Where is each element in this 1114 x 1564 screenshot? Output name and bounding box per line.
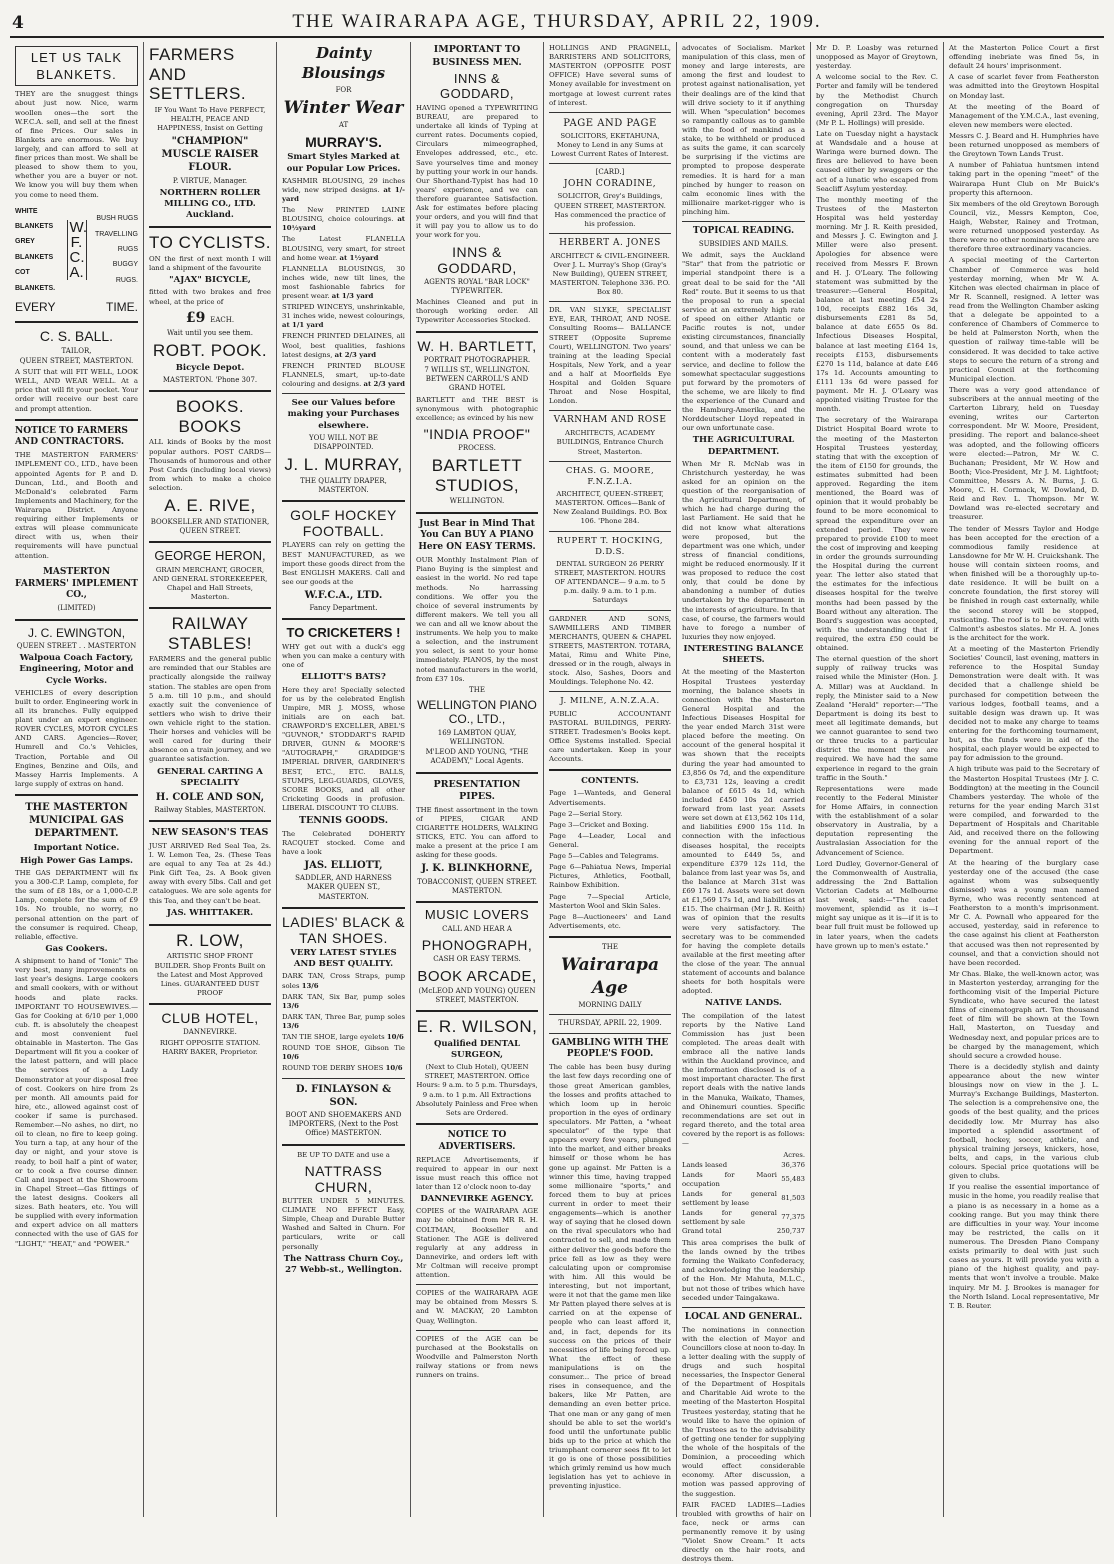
phonograph: PHONOGRAPH, <box>421 937 533 954</box>
blousing-item-text: The New PRINTED LAINE BLOUSING, choice colourings. <box>282 206 405 224</box>
native-heading: NATIVE LANDS. <box>705 998 782 1009</box>
native-body-2: This area comprises the bulk of the lands owned by the tribes forming the Waikato Confederacy, and acknowledging the leadership of the Hon. Mr Mahuta, M.L.C., but not those of tribes which have seceded under Taingakawa. <box>682 1238 805 1302</box>
column-7 <box>811 42 944 1517</box>
shoe-item-text: DARK TAN, Cross Straps, pump soles <box>282 972 405 990</box>
blousing-list <box>282 177 405 389</box>
col8-body-3: At the meeting of the Board of Management of the Y.M.C.A., last evening, eleven new members were elected. <box>949 102 1099 129</box>
every-text: EVERY <box>15 299 56 314</box>
hollings-ad: HOLLINGS AND PRAGNELL, BARRISTERS AND SOLICITORS, MASTERTON (OPPOSITE POST OFFICE) Have several sums of Money available for investment on mortgage at lowest current rates of interest. <box>549 44 671 107</box>
blousing-item-price: at 2/3 yard <box>334 350 377 359</box>
wpc-the: THE <box>469 685 485 694</box>
gas-lamps: High Power Gas Lamps. <box>19 855 133 866</box>
ball-sub: TAILOR, <box>61 346 92 355</box>
rive-heading: A. E. RIVE, <box>164 496 256 516</box>
contents-item: Page 8—Auctioneers' and Land Advertisements, etc. <box>549 912 671 930</box>
balance-body: At the meeting of the Masterton Hospital Trustees yesterday morning, the balance sheets in connection with the Masterton General Hospital and the Infectious Diseases Hospital for the year ended March 31st were placed before the meeting. On account of the general hospital it was shown that the receipts during the year had amounted to £3,856 0s 7d, and the expenditure to £3,731 12s, leaving a credit balance of £615 4s 1d, which included £450 10s 2d carried forward from last year. Assets were set down at £13,562 10s 11d, and liabilities £900 15s 11d. In connection with the infectious diseases hospital, the receipts amounted to £449 5s, and expenditure £379 12s 11d, the balance from last year was 5s, and the balance at March 31st was £69 17s 1d. Assets were set down at £1,569 17s 1d, and liabilities at £15. The chairman (Mr J. R. Keith) was of opinion that the results were very satisfactory. The secretary was to be commended for having the complete details available at the first meeting after the close of the year. The annual statement of accounts and balance sheets for both hospitals were adopted. <box>682 668 805 996</box>
blousing-item <box>282 303 405 330</box>
bartlett-sub: PORTRAIT PHOTOGRAPHER. <box>423 355 531 364</box>
churn-heading: NATTRASS CHURN, <box>304 1162 383 1195</box>
col7-body-3: Late on Tuesday night a haystack at Wandsdale and a house at Waringa were burned down. The fires are believed to have been caused either by swaggers or the act of a lunatic who escaped from Seacliff Asylum yesterday. <box>816 129 938 193</box>
finlayson-heading: D. FINLAYSON & SON. <box>295 1083 392 1108</box>
blousing-item-price: at 1/3 yard <box>331 292 374 301</box>
ajax-bicycle: "AJAX" BICYCLE, <box>169 275 251 286</box>
arcade-sub: (McLEOD AND YOUNG) QUEEN STREET, MASTERTON. <box>418 986 536 1005</box>
table-row <box>682 1208 805 1227</box>
ewington-heading: J. C. EWINGTON, <box>27 625 126 640</box>
champion-flour: "CHAMPION" MUSCLE RAISER FLOUR. <box>161 135 259 174</box>
milne-heading: J. MILNE, A.N.Z.A.A. <box>560 696 660 707</box>
col7-body-7: Representations were made recently to the Federal Minister for Home Affairs, in connection with the establishment of a solar observatory in Australia, by a deputation representing the Australasian Association for the Advancement of Science. <box>816 784 938 857</box>
contents-heading: CONTENTS. <box>581 776 639 787</box>
ball-address: QUEEN STREET, MASTERTON. <box>19 356 134 365</box>
col8-body-2: A case of scarlet fever from Featherston was admitted into the Greytown Hospital on Monday last. <box>949 73 1099 100</box>
wfca-right-item: BUGGY RUGS. <box>112 261 138 284</box>
column-6 <box>677 42 811 1564</box>
shoe-item-price: 13/6 <box>282 1001 299 1010</box>
club-body: RIGHT OPPOSITE STATION. HARRY BAKER, Proprietor. <box>159 1039 261 1057</box>
coradine-heading: JOHN CORADINE, <box>563 178 657 189</box>
mfic-sub: (LIMITED) <box>57 604 96 613</box>
blousing-item-price: at 1½yard <box>339 253 379 262</box>
age-sub: MORNING DAILY <box>578 1001 642 1010</box>
masthead-title: THE WAIRARAPA AGE, THURSDAY, APRIL 22, 1909. <box>292 11 822 32</box>
shoe-item <box>282 1033 405 1042</box>
col8-body-6: Six members of the old Greytown Borough Council, viz., Messrs Kempton, Coe, Haigh, Webster, Rainey and Trotman, were returned unopposed yesterday. As there were no other nominations there are therefore three extraordinary vacancies. <box>949 199 1099 254</box>
golf-wfca: W.F.C.A., LTD. <box>304 590 383 602</box>
column-5 <box>544 42 677 1517</box>
blinkhorne-heading: J. K. BLINKHORNE, <box>421 863 533 875</box>
inns-body: HAVING opened a TYPEWRITING BUREAU, are prepared to undertake all kinds of Typing at current rates. Documents copied, Circulars mimeographed, Envelopes addressed, etc., etc. Save yourselves time and money by putting your work in our hands. Our Shorthand-Typist has had 10 years' experience, and we can therefore guarantee Satisfaction. Ask for estimates before placing your orders, and you will find that it will pay you to allow us to do your work for you. <box>416 103 538 240</box>
cricket-heading: TO CRICKETERS ! <box>286 625 401 641</box>
blankets-heading: LET US TALK BLANKETS. <box>15 46 138 86</box>
contents-item: Page 2—Serial Story. <box>549 809 623 818</box>
club-heading: CLUB HOTEL, <box>161 1010 259 1026</box>
col7-body-5: The secretary of the Wairarapa District Hospital Board wrote to the meeting of the Masterton Hospital Trustees yesterday, stating that with the exception of the item of £150 for grounds, the estimates submitted had been approved. Regarding the item mentioned, the Board was of opinion that it would probably be found to be more economical to spread the expenditure over an extended period. They were prepared to provide £100 to meet the cost of improving and keeping in order the grounds surrounding the Hospital during the current year. The letter also stated that the estimates for the infectious diseases hospital for the twelve months had been passed by the Board without any alteration. The Board's suggestion was accepted, with the understanding that if required, the extra £50 could be obtained. <box>816 416 938 653</box>
cole-heading: H. COLE AND SON, <box>155 791 265 803</box>
mfic-heading: MASTERTON FARMERS' IMPLEMENT CO., <box>15 566 138 601</box>
low-body: ARTISTIC SHOP FRONT BUILDER. Shop Fronts Built on the Latest and Most Approved Lines. GUARANTEED DUST PROOF <box>154 952 266 997</box>
elliott-sub: SADDLER, AND HARNESS MAKER QUEEN ST., MASTERTON. <box>295 874 392 901</box>
blousing-item-price: at 10½yard <box>282 215 405 233</box>
col8-body-13: Mr Chas. Blake, the well-known actor, was in Masterton yesterday, arranging for the forthcoming visit of the Imperial Picture Syndicate, who have secured the latest films of cinematograph art. Ten thousand feet of film will be shown at the Town Hall, Masterton, on Tuesday and Wednesday next, and popular prices are to be charged by the management, which should secure a crowded house. <box>949 969 1099 1060</box>
gas-body-1: THE GAS DEPARTMENT will fix you a 300-C.P. Lamp, complete, for the sum of £8 18s, or a 1,000-C.P. Lamp, complete for the sum of £9 10s. No trouble, no worry, no personal attention on the part of the consumer is required. Cheap, reliable, effective. <box>15 869 138 941</box>
low-heading: R. LOW, <box>176 930 244 950</box>
col8-body-7: A special meeting of the Carterton Chamber of Commerce was held yesterday morning, when Mr W. A. Kitchen was elected chairman in place of Mr R. Scannell, resigned. A letter was read from the Wellington Chamber asking that a delegate be appointed to a conference of Chambers of Commerce to be held at Palmerston North, when the question of railway time-table will be considered. It was decided to take active steps to secure the return of a strong and practical Council at the forthcoming Municipal election. <box>949 256 1099 383</box>
age-heading: Wairarapa Age <box>561 955 659 998</box>
wfca-block <box>15 204 138 296</box>
tennis-heading: TENNIS GOODS. <box>298 815 389 827</box>
shoe-item <box>282 1064 405 1073</box>
page-number: 4 <box>12 13 24 33</box>
table-label <box>682 1150 777 1160</box>
heron-body: GRAIN MERCHANT, GROCER, AND GENERAL STOREKEEPER, Chapel and Hall Streets, Masterton. <box>152 565 268 602</box>
wilson-heading: E. R. WILSON, <box>416 1017 538 1037</box>
shoe-item-price: 10/6 <box>385 1064 403 1073</box>
pook-sub: Bicycle Depot. <box>175 362 245 373</box>
arcade-heading: BOOK ARCADE, <box>417 967 537 985</box>
pipes-heading: PRESENTATION PIPES. <box>433 778 521 803</box>
col8-body-5: A number of Pahiatua huntsmen intend taking part in the opening "meet" of the Wairarapa Hunt Club on Mr Buick's property this afternoon. <box>949 161 1099 197</box>
col8-body-4: Messrs C. J. Beard and H. Humphries have been returned unopposed as members of the Greytown Town Lands Trust. <box>949 131 1099 159</box>
column-3 <box>277 42 411 1517</box>
shoe-item-text: ROUND TOE SHOE, Gibson Tie <box>282 1044 405 1053</box>
blousing-item-price: at 1/-yard <box>282 185 406 203</box>
contents-item: Page 5—Cables and Telegrams. <box>549 852 659 861</box>
shoes-list <box>282 972 405 1073</box>
golf-depot: Fancy Department. <box>309 604 378 613</box>
jones-heading: HERBERT A. JONES <box>559 237 661 248</box>
column-2 <box>144 42 277 1517</box>
col6-body-1: advocates of Socialism. Market manipulation of this class, men of money and large interests, are among the first and loudest to protest against nationalisation, yet their dealings are of the kind that will drive society to it if anything will. When "speculation" becomes so rampantly callous as to gamble with the food of mankind as a stake, to be withheld or produced as suits the game, it can scarcely be surprising if the victims are prompted to propose desperate remedies. It is hard for a man pinched by hunger to reason on calm economic lines with the millionaire market-rigger who is pinching him. <box>682 44 805 216</box>
shoe-item-text: DARK TAN, Six Bar, pump soles <box>282 992 405 1001</box>
varnham-body: ARCHITECTS, ACADEMY BUILDINGS, Entrance Church Street, Masterton. <box>556 429 664 456</box>
wfca-left-item: GREY BLANKETS <box>15 238 54 261</box>
table-label: Lands for Maori occupation <box>682 1170 777 1188</box>
disappointed-text: YOU WILL NOT BE DISAPPOINTED. <box>309 433 378 452</box>
murray-heading: J. L. MURRAY, <box>284 455 403 475</box>
col7-body-2: A welcome social to the Rev. C. Porter and family will be tendered by the Methodist Church congregation on Thursday evening, April 23rd. The Mayor (Mr P. L. Hollings) will preside. <box>816 73 938 127</box>
table-value: 36,376 <box>781 1160 805 1169</box>
gambling-body: The cable has been busy during the last few days recording one of those great American gambles, the losses and profits attached to which loom up in heroic proportion in the eyes of ordinary speculators. Mr Patten, a "wheat speculator" of the type that appears every few years, plunged into the market, and either breaks himself or those whom he has gone up against. Mr Patten is a winner this time, having trapped some millionaire "sports," and forced them to buy at prices current in order to meet their engagements—which is another way of saying that he closed down on the rival speculators who had contracted to sell, and made them either deliver the goods before the price fell as low as they were calculating upon or compromise with him. All this would be interesting, but not important, were it not that the game men like Mr Patten played there selves at is carried on at the expense of people who can least afford it, and, in fact, depends for its success on the prices of their necessities of life being forced up. What the effect of these manipulations is on the consumer... The price of bread rises in consequence, and the bakers, like Mr Patten, are demanding an even better price. That one man or any gang of men should be able to set the world's food until the unfortunate public bids up to the price at which the triumphant cornerer sees fit to let it go is one of those possibilities which grimly remind us how much legislation has yet to achieve in preventing injustice. <box>549 1063 671 1491</box>
topical-heading: TOPICAL READING. <box>692 226 795 237</box>
cole-sub: Railway Stables, MASTERTON. <box>154 806 266 815</box>
wpc-address: 169 LAMBTON QUAY, WELLINGTON. <box>437 728 517 746</box>
table-value: 77,375 <box>781 1213 805 1222</box>
tennis-body: The Celebrated DOHERTY RACQUET stocked. Come and have a look <box>282 829 405 856</box>
shoe-item <box>282 1044 405 1062</box>
age-the: THE <box>602 943 618 952</box>
gas-cookers: Gas Cookers. <box>45 943 108 954</box>
process-text: PROCESS. <box>458 444 496 453</box>
time-text: TIME. <box>106 299 138 314</box>
wfca-right-item: TRAVELLING RUGS <box>94 230 138 254</box>
farmers-body: IF You Want To Have PERFECT, HEALTH, PEACE AND HAPPINESS, Insist on Getting <box>154 105 266 132</box>
shoe-item-text: DARK TAN, Three Bar, pump soles <box>282 1012 405 1021</box>
topical-body: We admit, says the Auckland "Star" that from the patriotic or imperial standpoint there is a great deal to be said for the "All Red" route. But it seems to us that the proposal to run a special service at an extremely high rate of speed on either Atlantic or Pacific routes is not, under existing circumstances, financially sound, and that unless we can be content with a moderately fast service, and decline to follow the somewhat spectacular suggestions put forward by the promoters of the scheme, we are likely to find the experience of the Cunard and the Hamburg-Amerika, and the Norddeutscher Lloyd repeated in our own unfortunate case. <box>682 251 805 433</box>
blousing-item-text: STRIPED WINCEYS, unshrinkable, 31 inches wide, newest colourings, <box>282 303 405 321</box>
ajax-each: EACH. <box>210 315 235 324</box>
balance-heading: INTERESTING BALANCE SHEETS. <box>683 644 804 666</box>
notice-heading: NOTICE TO FARMERS AND CONTRACTORS. <box>15 425 128 448</box>
murray-sub: THE QUALITY DRAPER, MASTERTON. <box>300 476 387 495</box>
notice-body: THE MASTERTON FARMERS' IMPLEMENT CO., LTD., have been appointed Agents for P. and D. Duncan, Ltd., and Booth and McDonald's celebrated Farm Implements and Machinery, for the Wairarapa District. Anyone requiring either Implements or extras will please communicate direct with us, when their requirements will have punctual attention. <box>15 451 138 560</box>
table-value: 250,737 <box>776 1227 805 1236</box>
club-sub: DANNEVIRKE. <box>183 1028 237 1037</box>
pook-heading: ROBT. POOK. <box>152 341 268 361</box>
piano-body: OUR Monthly Instalment Plan of Piano Buying is the simplest and easiest in the world. No red tape methods. No harrassing conditions. We offer you the choice of several instruments by different makers. We tell you all we can and all we know about the instruments. We help you to make a selection, and the instrument you select, is sent to your home immediately. PIANOS, by the most noted manufacturers in the world, from £37 10s. <box>416 556 538 683</box>
contents-item: Page 3—Cricket and Boxing. <box>549 820 649 829</box>
moore-body: ARCHITECT, QUEEN-STREET, MASTERTON. Offices—Bank of New Zealand Buildings. P.O. Box 106. 'Phone 284. <box>553 490 667 526</box>
wilson-sub: Qualified DENTAL SURGEON, <box>433 1038 521 1061</box>
studios-sub: WELLINGTON. <box>449 497 505 506</box>
styles-text: Smart Styles Marked at our Popular Low Prices. <box>286 152 401 174</box>
whittaker: JAS. WHITTAKER. <box>166 907 254 918</box>
advertisers-heading: NOTICE TO ADVERTISERS. <box>438 1129 516 1152</box>
milne-body: PUBLIC ACCOUNTANT PASTORAL BUILDINGS, PERRY-STREET. Tradesmen's Books kept. Office Systems installed. Special care undertaken. Keep in your Accounts. <box>549 709 671 764</box>
shoe-item <box>282 1013 405 1031</box>
blousing-item-text: FRENCH PRINTED DELAINES, all Wool, best qualities, fashions latest designs, <box>282 332 405 359</box>
blousing-item-price: at 1/1 yard <box>282 321 324 330</box>
gas-heading: THE MASTERTON MUNICIPAL GAS DEPARTMENT. <box>25 802 128 840</box>
virtue-manager: P. VIRTUE, Manager. <box>172 176 248 185</box>
gambling-heading: GAMBLING WITH THE PEOPLE'S FOOD. <box>551 1037 669 1060</box>
ajax-price: £9 <box>185 309 206 326</box>
masthead <box>10 8 1104 38</box>
wfca-right-item: BUSH RUGS <box>96 215 138 223</box>
rive-sub: BOOKSELLER AND STATIONER, QUEEN STREET. <box>150 517 270 535</box>
churn-text: BUTTER UNDER 5 MINUTES. CLIMATE NO EFFECT Easy, Simple, Cheap and Durable Butter Washed and Salted in Churn. For particulars, write or call personally <box>282 1196 405 1251</box>
slyke-ad: DR. VAN SLYKE, SPECIALIST EYE, EAR, THROAT, AND NOSE. Consulting Rooms— BALLANCE STREET (Opposite Supreme Court), WELLINGTON. Two years' training at the leading Special Hospitals, New York, and a year and a half at Moorfields Eye Hospital and Golden Square Throat and Nose Hospital, London. <box>549 306 671 406</box>
golf-body: PLAYERS can rely on getting the BEST MANUFACTURED, as we import these goods direct from the Best ENGLISH MAKERS. Call and see our goods at the <box>282 541 405 586</box>
gas-notice: Important Notice. <box>33 842 120 853</box>
shoes-sub: VERY LATEST STYLES AND BEST QUALITY. <box>290 948 397 970</box>
shoe-item-text: ROUND TOE DERBY SHOES <box>282 1064 386 1073</box>
elliott-heading: JAS. ELLIOTT, <box>304 859 383 871</box>
column-8 <box>944 42 1104 1517</box>
ball-heading: C. S. BALL. <box>39 327 114 344</box>
shoe-item-price: 13/6 <box>301 981 319 990</box>
books-heading: BOOKS. BOOKS <box>175 397 245 436</box>
col8-body-11: A high tribute was paid to the Secretary of the Masterton Hospital Trustees (Mr J. C. Boddington) at the meeting in the Council Chambers yesterday. The whole of the returns for the year ending March 31st were compiled, and forwarded to the Department of Hospitals and Charitable Aid, and received there on the following evening for the annual report of the Department. <box>949 765 1099 856</box>
col8-body-10: At a meeting of the Masterton Friendly Societies' Council, last evening, matters in reference to the Hospital Sunday Demonstration were dealt with. It was decided that a challenge shield be purchased for competition between the various lodges, football teams, and a suitable design was drawn up. It was decided not to make any charge to teams entering for the forthcoming tournament, but, as the funds were in aid of the hospital, each player would be expected to pay for admission to the ground. <box>949 645 1099 763</box>
shoe-item-price: 10/6 <box>386 1033 404 1042</box>
blousing-item <box>282 332 405 359</box>
col8-body-14: There is a decidedly stylish and dainty appearance about the new winter blousings now on view in the J. L. Murray's Exchange Buildings, Masterton. The selection is a comprehensive one, the goods of the best quality, and the prices decidedly low. Mr Murray has also imported a splendid assortment of football, hockey, soccer, athletic, and physical training jerseys, knickers, hose, belts, and caps, in the various club colours. Special price quotations will be given to clubs. <box>949 1062 1099 1181</box>
ajax-wait: Wait until you see them. <box>167 329 253 338</box>
age-date: THURSDAY, APRIL 22, 1909. <box>558 1019 662 1028</box>
blousing-item <box>282 265 405 301</box>
table-label: Grand total <box>682 1227 722 1236</box>
advertisers-body: REPLACE Advertisements, if required to appear in our next issue must reach this office not later than 12 o'clock noon to-day <box>416 1155 538 1191</box>
blousing-item <box>282 362 405 389</box>
blousing-item-text: KASHMIR BLOUSING, 29 inches wide, new striped designs. <box>282 176 405 194</box>
varnham-heading: VARNHAM AND ROSE <box>553 415 667 426</box>
piano-heading: Just Bear in Mind That You Can BUY A PIANO Here ON EASY TERMS. <box>418 518 536 553</box>
shoe-item-text: TAN TIE SHOE, large eyelets <box>282 1033 387 1042</box>
railway-carting: GENERAL CARTING A SPECIALITY <box>157 766 263 788</box>
cricket-body: WHY get out with a duck's egg when you can make a century with one of <box>282 643 405 670</box>
railway-body: FARMERS and the general public are reminded that our Stables are practically alongside the railway station. The stables are open from 5 a.m. till 10 p.m., and should exactly suit the convenience of settlers who wish to drive their own vehicle right to the station. Their horses and vehicles will be well cared for during their absence on a train journey, and we guarantee satisfaction. <box>149 655 271 764</box>
native-body: The compilation of the latest reports by the Native Land Commission has just been completed. The areas dealt with embrace all the native lands within the Auckland province, and the information disclosed is of a most important character. The first report deals with the native lands in the Manuka, Waikato, Thames, and Ohinemuri counties. Specific recommendations are set out in regard thereto, and the total area covered by the report is as follows:— <box>682 1011 805 1148</box>
gas-body-2: A shipment to hand of "Ionic" The very best, many improvements on last year's designs. Large cookers and small cookers, with or without hoods and plate racks. IMPORTANT TO HOUSEWIVES.—Gas for Cooking at 6/10 per 1,000 cub. ft. is absolutely the cheapest and most convenient fuel obtainable in Masterton. The Gas Department will fit you a cooker of the latest pattern, and will place the services of a Lady Demonstrator at your disposal free of cost. Cookers on hire from 2s per month. All amounts paid for hire, etc., allowed against cost of cooker if same is purchased. Remember.—No ashes, no dirt, no oil to clean, no fire to keep going. You turn a tap, at any hour of the day or night, and your stove is ready, to boil half a pint of water, or to cook a five course dinner. Call and inspect at the Showroom in Chapel Street—Gas fittings of the latest designs. Cookers all sizes. Bath heaters, etc. You will be supplied with every information and expert advice on all matters connected with the use of GAS for "LIGHT," "HEAT," and "POWER." <box>15 957 138 1248</box>
wfca-letters: W. F. C. A. <box>67 220 87 280</box>
blousing-item-text: FRENCH PRINTED BLOUSE FLANNELS, smart, up-to-date colouring and designs. <box>282 361 405 389</box>
ladies-ad: FAIR FACED LADIES—Ladies troubled with growths of hair on face, neck or arms can permanently remove it by using "Violet Snow Cream." It acts directly on the hair roots, and destroys them. <box>682 1500 805 1564</box>
inns-sub: AGENTS ROYAL "BAR LOCK" TYPEWRITER. <box>424 277 530 295</box>
shoe-item-price: 13/6 <box>282 1022 299 1031</box>
elliott-bats: ELLIOTT'S BATS? <box>301 672 386 683</box>
shoe-item <box>282 972 405 990</box>
ajax-body: fitted with two brakes and free wheel, at the price of <box>149 288 271 306</box>
table-row <box>682 1170 805 1189</box>
col8-body-1: At the Masterton Police Court a first offending inebriate was fined 5s, in default 24 hours' imprisonment. <box>949 44 1099 71</box>
table-value: Acres. <box>783 1150 805 1159</box>
finlayson-sub: BOOT AND SHOEMAKERS AND IMPORTERS, (Next to the Post Office) MASTERTON. <box>285 1110 402 1138</box>
cricket-body-2: Here they are! Specially selected for us by the celebrated English Umpire, MR J. MOSS, whose initials are on each bat. CRAWFORD'S EXCELLER, ABEL'S "GUVNOR," STODDART'S RAPID DRIVER, GUNN & MOORE'S "AUTOGRAPH," GRADIDGE'S IMPERIAL DRIVER, GARDINER'S BEST, ETC., ETC. BALLS, STUMPS, LEG-GUARDS, GLOVES, SCORE BOOKS, and all other Cricketing Goods in profusion. LIBERAL DISCOUNT TO CLUBS. <box>282 685 405 812</box>
table-label: Lands leased <box>682 1160 728 1169</box>
page-body: SOLICITORS, EKETAHUNA, Money to Lend in any Sums at Lowest Current Rates of Interest. <box>551 131 669 159</box>
dannevirke-heading: DANNEVIRKE AGENCY. <box>420 1194 534 1205</box>
blousing-item <box>282 177 405 204</box>
col7-body-6: The eternal question of the short supply of railway trucks was raised while the Minister (Hon. J. A. Millar) was at Auckland. In reply, the Minister said to a New Zealand "Herald" reporter:—"The Department is doing its best to meet all legitimate demands, but we cannot guarantee to send two or three trucks to a particular district the moment they are required. We have had the same experience in regard to the grain traffic in the South." <box>816 655 938 782</box>
agri-body: When Mr R. McNab was in Christchurch yesterday, he was asked for an opinion on the question of the reorganisation of the Agricultural Department, of which he had charge during the last Parliament. He said that he did not know what alterations were proposed, but the department was one which, under stress of financial conditions, might be reduced enormously. If it was proposed to reduce the cost only, that could be done by abandoning a number of duties undertaken by the department in the interests of agriculture. In that case, of course, the farmers would have to forego a number of luxuries they now enjoyed. <box>682 459 805 641</box>
wilson-body: (Next to Club Hotel), QUEEN STREET, MASTERTON. Office Hours: 9 a.m. to 5 p.m. Thursdays, 9 a.m. to 1 p.m. All Extractions Absolutely Painless and Free when Sets are Ordered. <box>416 1063 538 1117</box>
table-row <box>682 1150 805 1160</box>
blousing-item-text: FLANNELLA BLOUSINGS, 30 inches wide, new tilt lines, the most fashionable fabrics for present wear. <box>282 264 405 301</box>
roller-milling: NORTHERN ROLLER MILLING CO., LTD. Auckland. <box>159 187 261 221</box>
col7-body-4: The monthly meeting of the Trustees of the Masterton Hospital was held yesterday morning. Mr J. R. Keith presided, and Messrs J. C. Ewington and J. Miller were also present. Apologies for absence were received from Messrs F. Brown and H. J. O'Leary. The following statement was submitted by the treasurer:—General Hospital, balance at last meeting £54 2s 10d, receipts £882 16s 3d, disbursements £281 8s 5d, balance at date £655 0s 8d. Infectious Diseases Hospital, balance at last meeting £164 1s, receipts £153, disbursements £270 1s 11d, balance at date £46 17s 1d. Accounts amounting to £111 13s 6d were passed for payment. Mr H. J. O'Leary was appointed visiting Trustee for the month. <box>816 195 938 414</box>
column-1 <box>10 42 144 1517</box>
contents-list <box>549 789 671 931</box>
blousing-item-price: at 2/3 yard <box>363 380 405 389</box>
copies-body: COPIES of the WAIRARAPA AGE may be obtained from Messrs S. and W. MACKAY, 20 Lambton Quay, Wellington. <box>416 1289 538 1325</box>
inns-body-2: Machines Cleaned and put in thorough working order. All Typewriter Accessories Stocked. <box>416 298 538 325</box>
contents-item: Page 4—Leader, Local and General. <box>549 831 671 850</box>
table-label: Lands for general settlement by sale <box>682 1208 777 1226</box>
teas-heading: NEW SEASON'S TEAS <box>151 827 269 839</box>
churn-body: BE UP TO DATE and use a <box>297 1150 390 1159</box>
wpc-heading: WELLINGTON PIANO CO., LTD., <box>417 697 537 727</box>
heron-heading: GEORGE HERON, <box>154 548 266 564</box>
cyclists-heading: TO CYCLISTS. <box>149 233 271 253</box>
murrays-heading: MURRAY'S. <box>305 133 382 150</box>
business-heading: IMPORTANT TO BUSINESS MEN. <box>432 44 522 68</box>
ball-body: A SUIT that will FIT WELL, LOOK WELL, AND WEAR WELL. At a price that will fit your pocket. Your order will receive our best care and prompt attention. <box>15 368 138 413</box>
bartlett-address: 7 WILLIS ST., WELLINGTON. BETWEEN CARROLL'S AND GRAND HOTEL <box>424 365 530 393</box>
moore-heading: CHAS. G. MOORE, F.N.Z.I.A. <box>565 465 655 487</box>
local-heading: LOCAL AND GENERAL. <box>684 1311 803 1322</box>
ewington-body: VEHICLES of every description built to order. Engineering work in all its branches. Fully equipped plant under an expert engineer. ROVER CYCLES, MOTOR CYCLES AND CARS. Agencies—Rover, Humrell and Co.'s Vehicles, Traction, Portable and Oil Engines, Benzine and Oils, and Massey Harris Implements. A large supply of extras on hand. <box>15 688 138 788</box>
col8-body-15: If you realise the essential importance of music in the home, you readily realise that a piano is as necessary in a home as a cooking range. But you may think there are difficulties in your way. Your income may be restricted, the calls on it numerous. The Dresden Piano Company exists primarily to deal with just such cases as yours. It will provide you with a piano of the highest quality, and pay-ments that won't involve a trouble. Make inquiry. Mr M. J. Brookes is manager for the North Island. Local representative, Mr T. B. Reuter. <box>949 1183 1099 1310</box>
ewington-address: QUEEN STREET . . MASTERTON <box>16 641 137 650</box>
farmers-heading: FARMERS AND SETTLERS. <box>149 45 247 104</box>
col8-body-9: The tender of Messrs Taylor and Hodge has been accepted for the erection of a commodious family residence at Lansdowne for Mr W. H. Cruickshank. The house will contain sixteen rooms, and when finished will be a thoroughly up-to-date residence. It will be built on a concrete foundation, the first storey will be finished in rough cast externally, while the second storey will be stopped, rusticating. The roof is to be covered with Calmont's asbestos slates. Mr H. A. Jones is the architect for the work. <box>949 524 1099 642</box>
winter-wear: Winter Wear <box>283 97 404 118</box>
columns <box>10 42 1104 1564</box>
col7-body-8: Lord Dudley, Governor-General of the Commonwealth of Australia, addressing the 2nd Battalion Victorian Cadets at Melbourne last week, said:—"The cadet movement, splendid as it is—I might say unique as it is—if it is to bear full fruit must be followed up in later years, when the cadets have grown up to men's estate." <box>816 859 938 950</box>
music-body: CALL AND HEAR A <box>442 925 512 933</box>
pook-address: MASTERTON. 'Phone 307. <box>162 376 258 385</box>
native-lands-table <box>682 1150 805 1237</box>
gardner-ad: GARDNER AND SONS, SAWMILLERS AND TIMBER MERCHANTS, QUEEN & CHAPEL STREETS, MASTERTON. TOTARA, Matai, Rimu and White Pine, dressed or in the rough, always in stock. Also, Sashes, Doors and Mouldings. Telephone No. 42. <box>549 614 671 687</box>
inns-heading: INNS & GODDARD, <box>439 71 515 101</box>
wfca-left-item: COT BLANKETS. <box>15 269 56 292</box>
studios-heading: BARTLETT STUDIOS, <box>431 456 523 495</box>
col8-body-12: At the hearing of the burglary case yesterday one of the accused (the case against whom was subsequently dismissed) was a young man named Byrne, who was recently sentenced at Featherston to a month's imprisonment. Mr C. A. Pownall who appeared for the accused, yesterday, said in reference to the case against his client at Featherston that accused was then not represented by counsel, and that a conviction should not have been recorded. <box>949 858 1099 967</box>
bartlett-body: BARTLETT and THE BEST is synonymous with photographic excellence; as evinced by his new <box>416 395 538 422</box>
railway-heading: RAILWAY STABLES! <box>168 614 252 653</box>
local-body: The nominations in connection with the election of Mayor and Councillors close at noon to-day. In a letter dealing with the supply of drugs and such hospital necessaries, the Inspector General of the Department of Hospitals and Charitable Aid wrote to the meeting of the Masterton Hospital Trustees yesterday, stating that he would like to have the opinion of the Trustees as to the advisability of getting one tender for supplying the whole of the hospitals of the Dominion, a proceeding which would effect considerable economy. After discussion, a motion was passed approving of the suggestion. <box>682 1325 805 1498</box>
table-value: 55,483 <box>781 1175 805 1184</box>
page-heading: PAGE AND PAGE <box>563 117 657 129</box>
india-proof: "INDIA PROOF" <box>423 425 531 442</box>
table-value: 81,503 <box>781 1194 805 1203</box>
bartlett-heading: W. H. BARTLETT, <box>417 337 537 354</box>
ewington-sub: Walpoua Coach Factory, Engineering, Motor and Cycle Works. <box>19 653 134 686</box>
phono-sub: CASH OR EASY TERMS. <box>433 955 521 964</box>
table-row <box>682 1160 805 1170</box>
table-label: Lands for general settlement by lease <box>682 1189 777 1207</box>
hocking-body: DENTAL SURGEON 26 PERRY STREET, MASTERTON. HOURS OF ATTENDANCE— 9 a.m. to 5 p.m. daily. 9 a.m. to 1 p.m. Saturdays <box>554 559 666 605</box>
blousings-for: FOR <box>335 85 352 94</box>
hocking-heading: RUPERT T. HOCKING, D.D.S. <box>556 535 664 557</box>
col7-body-1: Mr D. P. Loasby was returned unopposed as Mayor of Greytown, yesterday. <box>816 44 938 71</box>
teas-body: JUST ARRIVED Red Seal Tea, 2s. I. W. Lemon Tea, 2s. (These Teas are equal to any Tea at 2s 4d.) Pink Gift Tea, 2s. A Book given away with every 5lbs. Call and get catalogues. We are sole agents for this Tea, and they can't be beat. <box>149 841 271 905</box>
values-text: See our Values before making your Purchases elsewhere. <box>287 398 400 431</box>
copies-body-2: COPIES of the AGE can be purchased at the Bookstalls on Woodville and Palmerston North railway stations or from news runners on trains. <box>416 1334 538 1380</box>
books-body: ALL kinds of Books by the most popular authors. POST CARDS—Thousands of humorous and other Post Cards (including local views) from which to make a choice selection. <box>149 438 271 492</box>
jones-body: ARCHITECT & CIVIL-ENGINEER. Over J. L. Murray's Shop (Gray's New Building), QUEEN STREET, MASTERTON. Telephone 336. P.O. Box 80. <box>549 251 671 297</box>
blinkhorne-sub: TOBACCONIST, QUEEN STREET. MASTERTON. <box>417 877 537 895</box>
pipes-body: THE finest assortment in the town of PIPES, CIGAR AND CIGARETTE HOLDERS, WALKING STICKS, ETC. You can afford to make a present at the price I am asking for these goods. <box>416 805 538 860</box>
golf-heading: GOLF HOCKEY FOOTBALL. <box>290 507 397 540</box>
blousing-item <box>282 206 405 233</box>
wfca-left-item: WHITE BLANKETS <box>15 207 54 231</box>
agri-heading: THE AGRICULTURAL DEPARTMENT. <box>692 435 795 457</box>
shoe-item-price: 10/6 <box>282 1053 299 1062</box>
table-row <box>682 1227 805 1237</box>
contents-item: Page 1—Wanteds, and General Advertisements. <box>549 789 671 807</box>
contents-item: Page 6—Pahiatua News, Imperial Pictures, Athletics, Football, Rainbow Exhibition. <box>549 863 671 890</box>
contents-item: Page 7—Special Article, Masterton Wool and Skin Sales. <box>549 892 671 910</box>
wpc-agents: M'LEOD AND YOUNG, "THE ACADEMY," Local Agents. <box>425 748 529 766</box>
churn-company: The Nattrass Churn Coy., 27 Webb-st., Wellington. <box>283 1253 404 1275</box>
topical-sub: SUBSIDIES AND MAILS. <box>698 239 789 248</box>
blousings-heading: Dainty Blousings <box>301 44 386 82</box>
column-4 <box>411 42 544 1517</box>
shoe-item <box>282 993 405 1011</box>
inns-heading-2: INNS & GODDARD, <box>437 243 517 276</box>
col8-body-8: There was a very good attendance of subscribers at the annual meeting of the Carterton Library, held on Tuesday evening, writes our Carterton correspondent. Mr W. Moore, President, presiding. The report and balance-sheet was adopted, and the following officers were elected:—Patron, Mr W. C. Buchanan; President, Mr W. How and Booth; Vice-President, Mr J. M. Lightfoot; Committee, Messrs A. N. Burns, J. G. Moore, C. H. Cormack, W. Dowland, D. Reid and Rev. L. Thompson. Mr W. Dowland was re-elected secretary and treasurer. <box>949 385 1099 522</box>
card-label: [CARD.] <box>595 168 625 177</box>
blousings-at: AT <box>338 121 349 130</box>
dannevirke-body: COPIES of the WAIRARAPA AGE may be obtained from MR R. H. COLTMAN, Bookseller and Stationer. The AGE is delivered regularly at any address in Dannevirke, and orders left with Mr Coltman will receive prompt attention. <box>416 1207 538 1280</box>
shoes-heading: LADIES' BLACK & TAN SHOES. <box>282 913 405 946</box>
blankets-body: THEY are the snuggest things about just now. Nice, warm woollen ones—the sort the W.F.C.A. sell, and sell at the finest of fine Prices. Our sales in Blankets are enormous. We buy largely, and can afford to sell at finer prices than most. We shall be pleased to show them to you, whether you are a buyer or not. We know you will buy them when you come to need them. <box>15 90 138 199</box>
blousing-item-text: The Latest FLANELLA BLOUSING, very smart, for street and home wear. <box>282 235 405 262</box>
table-row <box>682 1189 805 1208</box>
coradine-body: SOLICITOR, Grey's Buildings, QUEEN STREET, MASTERTON. Has commenced the practice of his profession. <box>554 192 666 228</box>
cyclists-body: ON the first of next month I will land a shipment of the favourite <box>149 254 271 273</box>
music-heading: MUSIC LOVERS <box>424 907 530 923</box>
blousing-item <box>282 235 405 262</box>
